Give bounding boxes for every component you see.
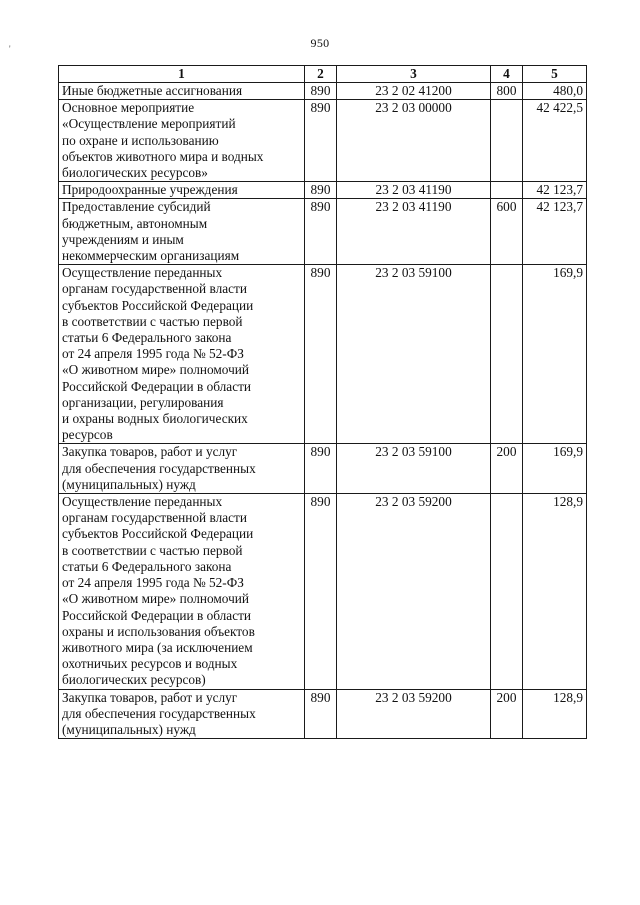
budget-table [58, 65, 587, 739]
table-row [59, 444, 587, 494]
row-csr-cell: 23 2 03 59100 [337, 265, 491, 444]
row-vr-cell [491, 494, 523, 689]
header-csr: 3 [337, 66, 491, 83]
row-name-cell: Иные бюджетные ассигнования [59, 83, 305, 100]
row-ved-cell: 890 [305, 100, 337, 182]
row-name-cell: Закупка товаров, работ и услуг для обеспечения государственных (муниципальных) нужд [59, 444, 305, 494]
row-csr-cell: 23 2 03 00000 [337, 100, 491, 182]
row-csr-cell: 23 2 03 41190 [337, 199, 491, 265]
table-row [59, 265, 587, 444]
row-ved-cell: 890 [305, 199, 337, 265]
row-ved-cell: 890 [305, 265, 337, 444]
row-vr-cell [491, 182, 523, 199]
row-csr-cell: 23 2 03 59200 [337, 689, 491, 739]
row-name-cell: Предоставление субсидий бюджетным, автономным учреждениям и иным некоммерческим организациям [59, 199, 305, 265]
row-sum-cell: 42 123,7 [523, 199, 587, 265]
row-name-cell: Природоохранные учреждения [59, 182, 305, 199]
row-csr-cell: 23 2 03 59100 [337, 444, 491, 494]
table-row [59, 689, 587, 739]
row-vr-cell: 200 [491, 444, 523, 494]
row-sum-cell: 128,9 [523, 689, 587, 739]
table-row [59, 182, 587, 199]
row-sum-cell: 42 123,7 [523, 182, 587, 199]
row-name-cell: Осуществление переданных органам государственной власти субъектов Российской Федерации в соответствии с частью первой статьи 6 Федерального закона от 24 апреля 1995 года № 52-ФЗ «О животном мире» полномочий Российской Федерации в области организации, регулирования и охраны водных биологических ресурсов [59, 265, 305, 444]
row-ved-cell: 890 [305, 494, 337, 689]
row-csr-cell: 23 2 02 41200 [337, 83, 491, 100]
row-sum-cell: 42 422,5 [523, 100, 587, 182]
row-vr-cell: 800 [491, 83, 523, 100]
row-sum-cell: 169,9 [523, 444, 587, 494]
row-vr-cell: 600 [491, 199, 523, 265]
table-row [59, 494, 587, 689]
row-name-cell: Основное мероприятие «Осуществление мероприятий по охране и использованию объектов животного мира и водных биологических ресурсов» [59, 100, 305, 182]
row-sum-cell: 480,0 [523, 83, 587, 100]
row-name-cell: Закупка товаров, работ и услуг для обеспечения государственных (муниципальных) нужд [59, 689, 305, 739]
row-ved-cell: 890 [305, 83, 337, 100]
header-ved: 2 [305, 66, 337, 83]
row-vr-cell [491, 265, 523, 444]
row-vr-cell: 200 [491, 689, 523, 739]
row-csr-cell: 23 2 03 41190 [337, 182, 491, 199]
header-row [59, 66, 587, 83]
row-csr-cell: 23 2 03 59200 [337, 494, 491, 689]
table-row [59, 100, 587, 182]
table-row [59, 199, 587, 265]
row-ved-cell: 890 [305, 182, 337, 199]
table-body [59, 83, 587, 739]
row-vr-cell [491, 100, 523, 182]
margin-mark: ' [9, 44, 11, 54]
table-row [59, 83, 587, 100]
row-sum-cell: 169,9 [523, 265, 587, 444]
header-vr: 4 [491, 66, 523, 83]
row-ved-cell: 890 [305, 444, 337, 494]
header-name: 1 [59, 66, 305, 83]
header-sum: 5 [523, 66, 587, 83]
row-name-cell: Осуществление переданных органам государственной власти субъектов Российской Федерации в соответствии с частью первой статьи 6 Федерального закона от 24 апреля 1995 года № 52-ФЗ «О животном мире» полномочий Российской Федерации в области охраны и использования объектов животного мира (за исключением охотничьих ресурсов и водных биологических ресурсов) [59, 494, 305, 689]
row-ved-cell: 890 [305, 689, 337, 739]
row-sum-cell: 128,9 [523, 494, 587, 689]
page-number: 950 [310, 36, 330, 50]
